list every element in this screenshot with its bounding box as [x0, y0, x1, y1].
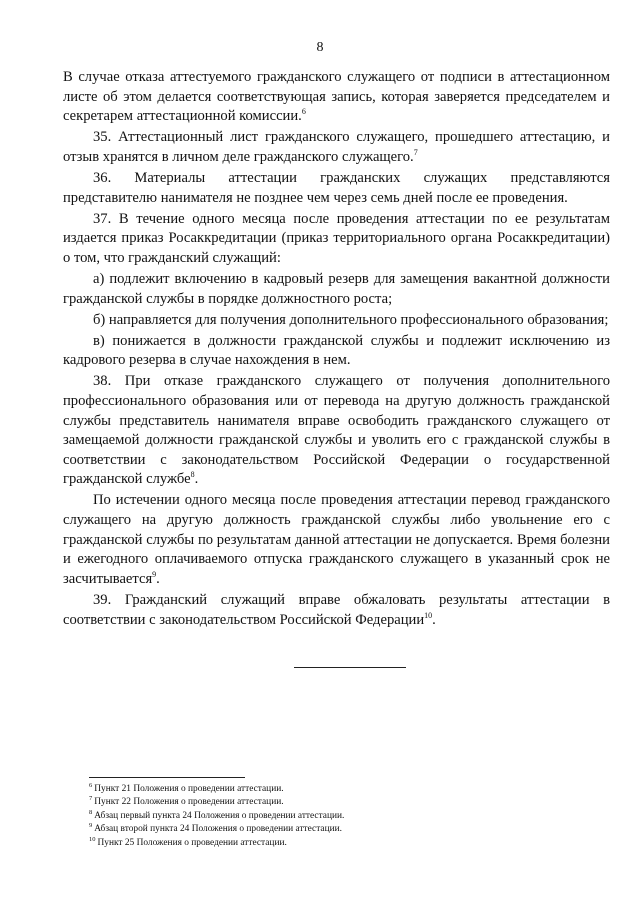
footnote-ref: 6 — [301, 107, 306, 117]
paragraph — [63, 128, 610, 167]
paragraph — [63, 332, 610, 371]
footnote — [89, 783, 549, 796]
footnote-text: Пункт 21 Положения о проведении аттестации. — [94, 784, 284, 794]
paragraph-text: в) понижается в должности гражданской службы и подлежит исключению из кадрового резерва в случае нахождения в нем. — [63, 332, 610, 369]
footnote-number: 6 — [89, 781, 93, 789]
footnote-text: Пункт 25 Положения о проведении аттестации. — [97, 837, 287, 848]
footnote-text: Пункт 22 Положения о проведении аттестации. — [94, 797, 284, 808]
paragraph-tail: . — [194, 471, 199, 488]
paragraph — [63, 68, 610, 127]
paragraph-text: По истечении одного месяца после проведения аттестации перевод гражданского служащего на другую должность гражданской службы либо увольнение его с гражданской службы по результатам данной аттестации не допускается. Время болезни и ежегодного оплачиваемого отпуска гражданского служащего в указанный срок не засчитывается — [63, 492, 610, 587]
footnote-number: 10 — [89, 835, 96, 843]
footnotes — [89, 783, 549, 850]
footnote-divider — [89, 777, 245, 778]
footnote-text: Абзац первый пункта 24 Положения о проведении аттестации. — [94, 810, 345, 821]
paragraph-text: 39. Гражданский служащий вправе обжаловать результаты аттестации в соответствии с законодательством Российской Федерации — [63, 591, 610, 628]
paragraph-text: 38. При отказе гражданского служащего от получения дополнительного профессионального образования или от перевода на другую должность гражданской службы представитель нанимателя вправе освободить гражданского служащего от замещаемой должности гражданской службы и уволить его с гражданской службы в соответствии с законодательством Российской Федерации о государственной гражданской службе — [63, 373, 610, 488]
footnote-ref: 8 — [190, 470, 195, 480]
paragraph — [63, 169, 610, 208]
page-number: 8 — [316, 40, 324, 55]
footnote-number: 7 — [89, 795, 93, 803]
footnote — [89, 823, 549, 836]
paragraph — [63, 210, 610, 269]
paragraph-text: 37. В течение одного месяца после проведения аттестации по ее результатам издается приказ Росаккредитации (приказ территориального органа Росаккредитации) о том, что гражданский служащий: — [63, 210, 610, 266]
footnote — [89, 837, 549, 850]
footnote-text: Абзац второй пункта 24 Положения о проведении аттестации. — [94, 824, 342, 835]
paragraph-text: 36. Материалы аттестации гражданских служащих представляются представителю нанимателя не позднее чем через семь дней после ее проведения. — [63, 169, 610, 206]
paragraph — [63, 591, 610, 630]
paragraph-text: а) подлежит включению в кадровый резерв для замещения вакантной должности гражданской службы в порядке должностного роста; — [63, 270, 610, 307]
paragraph-tail: . — [156, 570, 160, 587]
footnote-number: 9 — [89, 822, 93, 830]
footnote — [89, 810, 549, 823]
paragraph — [63, 372, 610, 490]
paragraph-text: 35. Аттестационный лист гражданского служащего, прошедшего аттестацию, и отзыв хранятся в личном деле гражданского служащего. — [63, 129, 610, 165]
end-divider — [294, 667, 406, 668]
footnote — [89, 796, 549, 809]
paragraph — [63, 491, 610, 589]
paragraph-text: б) направляется для получения дополнительного профессионального образования; — [93, 311, 609, 328]
document-body — [63, 68, 610, 632]
footnote-number: 8 — [89, 808, 93, 816]
paragraph-tail: . — [432, 611, 436, 628]
footnote-ref: 10 — [424, 610, 433, 620]
paragraph — [63, 311, 610, 331]
paragraph-text: В случае отказа аттестуемого гражданского служащего от подписи в аттестационном листе об этом делается соответствующая запись, которая заверяется председателем и секретарем аттестационной комиссии. — [63, 69, 610, 125]
footnote-ref: 9 — [152, 569, 157, 579]
footnote-ref: 7 — [413, 148, 418, 158]
paragraph — [63, 270, 610, 309]
